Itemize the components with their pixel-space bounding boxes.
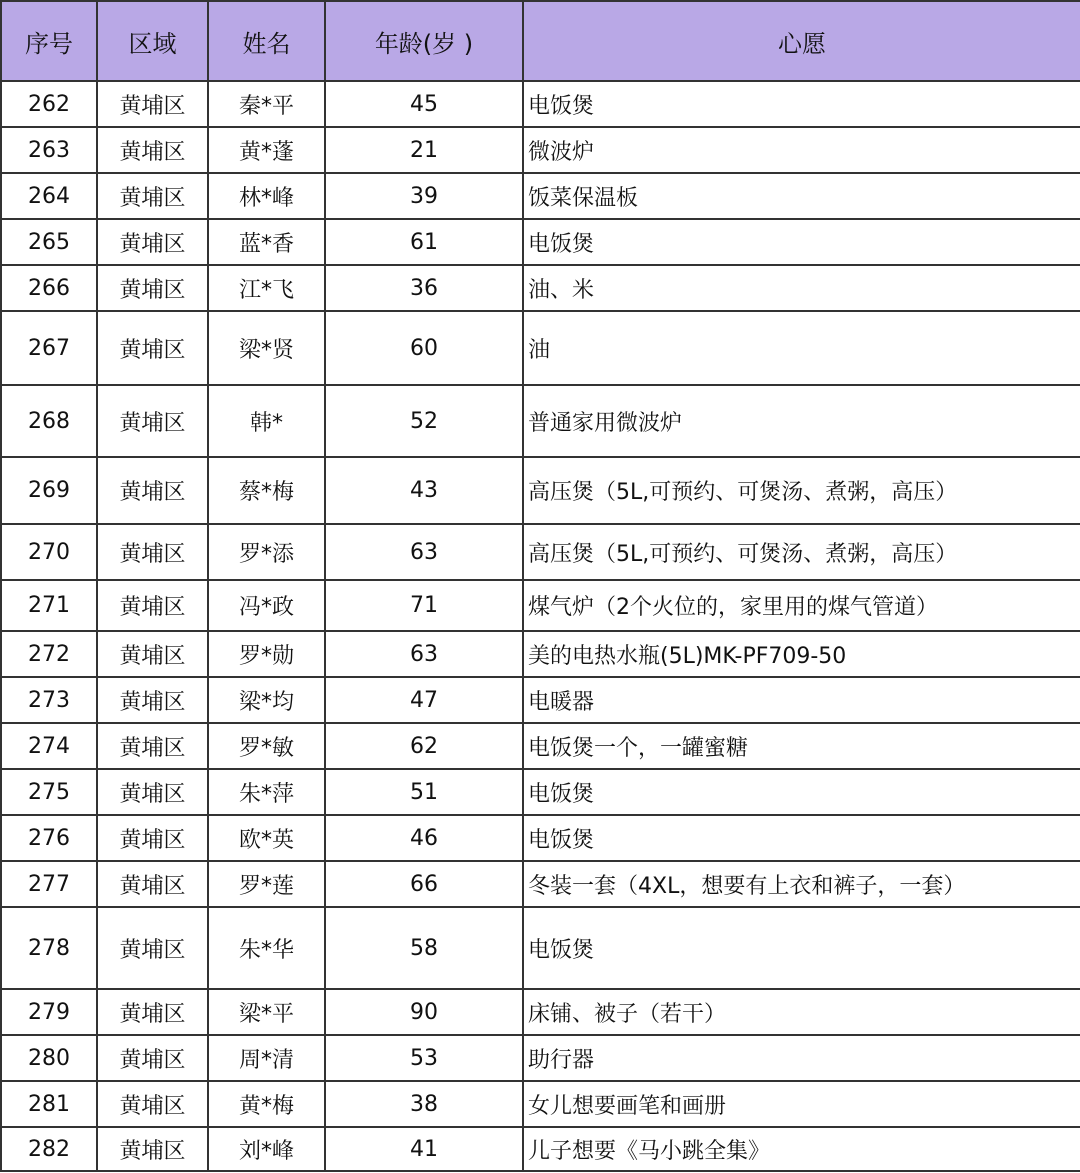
cell-age: 63	[325, 631, 523, 677]
cell-index: 275	[1, 769, 97, 815]
cell-index: 262	[1, 81, 97, 127]
cell-district: 黄埔区	[97, 457, 208, 524]
cell-wish: 电饭煲	[523, 907, 1080, 989]
cell-index: 268	[1, 385, 97, 457]
cell-district: 黄埔区	[97, 265, 208, 311]
cell-wish: 电暖器	[523, 677, 1080, 723]
cell-index: 276	[1, 815, 97, 861]
cell-name: 罗*莲	[208, 861, 325, 907]
cell-index: 282	[1, 1127, 97, 1171]
cell-index: 266	[1, 265, 97, 311]
table-row	[1, 1035, 1080, 1081]
cell-name: 黄*蓬	[208, 127, 325, 173]
cell-index: 272	[1, 631, 97, 677]
cell-district: 黄埔区	[97, 677, 208, 723]
cell-name: 朱*萍	[208, 769, 325, 815]
cell-name: 罗*敏	[208, 723, 325, 769]
cell-age: 58	[325, 907, 523, 989]
cell-wish: 高压煲（5L,可预约、可煲汤、煮粥，高压）	[523, 524, 1080, 580]
cell-district: 黄埔区	[97, 1127, 208, 1171]
cell-wish: 床铺、被子（若干）	[523, 989, 1080, 1035]
cell-wish: 女儿想要画笔和画册	[523, 1081, 1080, 1127]
cell-index: 278	[1, 907, 97, 989]
header-row	[1, 1, 1080, 81]
table-row	[1, 861, 1080, 907]
table-row	[1, 81, 1080, 127]
cell-name: 林*峰	[208, 173, 325, 219]
table-body	[1, 81, 1080, 1171]
table-row	[1, 311, 1080, 385]
cell-district: 黄埔区	[97, 723, 208, 769]
cell-name: 梁*贤	[208, 311, 325, 385]
cell-wish: 电饭煲	[523, 769, 1080, 815]
cell-age: 66	[325, 861, 523, 907]
table-row	[1, 265, 1080, 311]
cell-name: 梁*平	[208, 989, 325, 1035]
cell-wish: 助行器	[523, 1035, 1080, 1081]
table-row	[1, 219, 1080, 265]
cell-wish: 儿子想要《马小跳全集》	[523, 1127, 1080, 1171]
cell-wish: 电饭煲	[523, 219, 1080, 265]
cell-district: 黄埔区	[97, 580, 208, 631]
cell-age: 61	[325, 219, 523, 265]
cell-district: 黄埔区	[97, 1035, 208, 1081]
table-row	[1, 677, 1080, 723]
cell-wish: 油、米	[523, 265, 1080, 311]
cell-index: 269	[1, 457, 97, 524]
cell-age: 46	[325, 815, 523, 861]
table-row	[1, 580, 1080, 631]
table-row	[1, 1127, 1080, 1171]
table-row	[1, 524, 1080, 580]
cell-district: 黄埔区	[97, 311, 208, 385]
table-row	[1, 815, 1080, 861]
cell-wish: 美的电热水瓶(5L)MK-PF709-50	[523, 631, 1080, 677]
cell-name: 周*清	[208, 1035, 325, 1081]
cell-name: 罗*添	[208, 524, 325, 580]
cell-wish: 电饭煲	[523, 815, 1080, 861]
cell-district: 黄埔区	[97, 173, 208, 219]
table-row	[1, 173, 1080, 219]
cell-index: 277	[1, 861, 97, 907]
cell-wish: 油	[523, 311, 1080, 385]
table-row	[1, 631, 1080, 677]
table-row	[1, 723, 1080, 769]
table-row	[1, 385, 1080, 457]
table-row	[1, 989, 1080, 1035]
cell-district: 黄埔区	[97, 524, 208, 580]
cell-name: 江*飞	[208, 265, 325, 311]
header-age: 年龄(岁 )	[325, 1, 523, 81]
cell-index: 264	[1, 173, 97, 219]
cell-index: 271	[1, 580, 97, 631]
cell-wish: 电饭煲	[523, 81, 1080, 127]
table-row	[1, 769, 1080, 815]
header-index: 序号	[1, 1, 97, 81]
cell-age: 45	[325, 81, 523, 127]
cell-age: 62	[325, 723, 523, 769]
header-name: 姓名	[208, 1, 325, 81]
cell-index: 263	[1, 127, 97, 173]
table-row	[1, 1081, 1080, 1127]
cell-age: 63	[325, 524, 523, 580]
cell-age: 36	[325, 265, 523, 311]
cell-district: 黄埔区	[97, 81, 208, 127]
cell-age: 71	[325, 580, 523, 631]
cell-index: 279	[1, 989, 97, 1035]
table-header	[1, 1, 1080, 81]
cell-district: 黄埔区	[97, 385, 208, 457]
header-wish: 心愿	[523, 1, 1080, 81]
cell-age: 60	[325, 311, 523, 385]
cell-district: 黄埔区	[97, 127, 208, 173]
cell-district: 黄埔区	[97, 907, 208, 989]
cell-wish: 微波炉	[523, 127, 1080, 173]
cell-district: 黄埔区	[97, 769, 208, 815]
cell-age: 21	[325, 127, 523, 173]
cell-index: 267	[1, 311, 97, 385]
cell-age: 43	[325, 457, 523, 524]
cell-name: 欧*英	[208, 815, 325, 861]
cell-age: 41	[325, 1127, 523, 1171]
table-row	[1, 907, 1080, 989]
cell-wish: 煤气炉（2个火位的，家里用的煤气管道）	[523, 580, 1080, 631]
cell-name: 梁*均	[208, 677, 325, 723]
cell-district: 黄埔区	[97, 631, 208, 677]
cell-wish: 饭菜保温板	[523, 173, 1080, 219]
cell-wish: 电饭煲一个，一罐蜜糖	[523, 723, 1080, 769]
cell-district: 黄埔区	[97, 989, 208, 1035]
cell-age: 47	[325, 677, 523, 723]
cell-name: 罗*勋	[208, 631, 325, 677]
cell-age: 90	[325, 989, 523, 1035]
cell-name: 蓝*香	[208, 219, 325, 265]
cell-index: 273	[1, 677, 97, 723]
cell-district: 黄埔区	[97, 861, 208, 907]
cell-age: 51	[325, 769, 523, 815]
cell-index: 280	[1, 1035, 97, 1081]
cell-name: 黄*梅	[208, 1081, 325, 1127]
cell-name: 冯*政	[208, 580, 325, 631]
cell-age: 38	[325, 1081, 523, 1127]
table-row	[1, 457, 1080, 524]
cell-name: 蔡*梅	[208, 457, 325, 524]
cell-name: 秦*平	[208, 81, 325, 127]
cell-index: 281	[1, 1081, 97, 1127]
cell-name: 韩*	[208, 385, 325, 457]
cell-index: 265	[1, 219, 97, 265]
cell-index: 270	[1, 524, 97, 580]
cell-name: 刘*峰	[208, 1127, 325, 1171]
header-district: 区域	[97, 1, 208, 81]
cell-age: 39	[325, 173, 523, 219]
cell-name: 朱*华	[208, 907, 325, 989]
cell-district: 黄埔区	[97, 815, 208, 861]
cell-wish: 普通家用微波炉	[523, 385, 1080, 457]
cell-age: 52	[325, 385, 523, 457]
cell-age: 53	[325, 1035, 523, 1081]
cell-index: 274	[1, 723, 97, 769]
cell-wish: 冬装一套（4XL，想要有上衣和裤子，一套）	[523, 861, 1080, 907]
cell-district: 黄埔区	[97, 1081, 208, 1127]
cell-district: 黄埔区	[97, 219, 208, 265]
table-row	[1, 127, 1080, 173]
cell-wish: 高压煲（5L,可预约、可煲汤、煮粥，高压）	[523, 457, 1080, 524]
